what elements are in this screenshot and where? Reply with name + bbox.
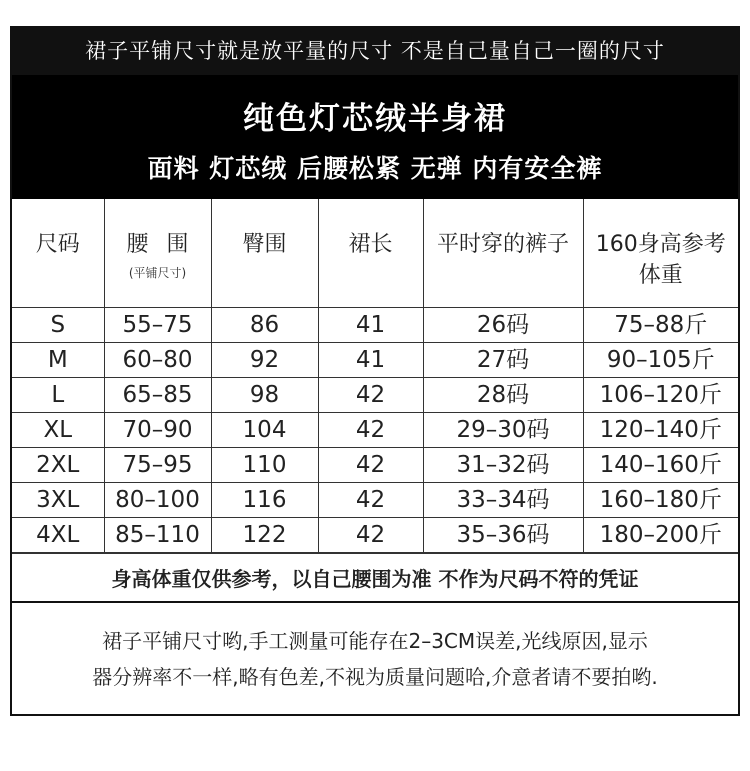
cell-weight: 160–180斤 [583,482,738,517]
cell-size: S [12,307,104,342]
cell-pants: 29–30码 [423,412,583,447]
header-length: 裙长 [318,199,423,307]
cell-length: 42 [318,412,423,447]
cell-waist: 85–110 [104,517,211,552]
cell-pants: 28码 [423,377,583,412]
cell-weight: 75–88斤 [583,307,738,342]
header-waist-label: 腰围 [126,232,207,257]
header-waist [104,199,211,307]
cell-hip: 98 [211,377,318,412]
cell-waist: 75–95 [104,447,211,482]
table-row [12,342,738,377]
cell-waist: 80–100 [104,482,211,517]
cell-waist: 60–80 [104,342,211,377]
cell-weight: 180–200斤 [583,517,738,552]
header-weight [583,199,738,307]
cell-pants: 35–36码 [423,517,583,552]
cell-size: XL [12,412,104,447]
header-pants: 平时穿的裤子 [423,199,583,307]
cell-pants: 31–32码 [423,447,583,482]
disclaimer-line-1: 裙子平铺尺寸哟,手工测量可能存在2–3CM误差,光线原因,显示 [102,629,648,653]
cell-weight: 120–140斤 [583,412,738,447]
header-size: 尺码 [12,199,104,307]
cell-size: 3XL [12,482,104,517]
cell-waist: 65–85 [104,377,211,412]
cell-hip: 104 [211,412,318,447]
cell-hip: 116 [211,482,318,517]
cell-weight: 90–105斤 [583,342,738,377]
cell-size: L [12,377,104,412]
cell-hip: 122 [211,517,318,552]
table-body [12,307,738,552]
table-row [12,447,738,482]
cell-hip: 110 [211,447,318,482]
reference-note: 身高体重仅供参考，以自己腰围为准 不作为尺码不符的凭证 [12,553,738,603]
header-weight-line2: 体重 [638,263,683,288]
cell-length: 41 [318,342,423,377]
table-row [12,377,738,412]
cell-length: 41 [318,307,423,342]
cell-weight: 106–120斤 [583,377,738,412]
cell-hip: 92 [211,342,318,377]
cell-length: 42 [318,517,423,552]
cell-length: 42 [318,482,423,517]
cell-length: 42 [318,447,423,482]
product-subtitle: 面料 灯芯绒 后腰松紧 无弹 内有安全裤 [147,154,603,183]
cell-size: M [12,342,104,377]
top-banner: 裙子平铺尺寸就是放平量的尺寸 不是自己量自己一圈的尺寸 [12,28,738,75]
table-header-row [12,199,738,307]
title-block [12,75,738,199]
cell-hip: 86 [211,307,318,342]
header-waist-note: (平铺尺寸) [128,266,187,280]
header-weight-line1: 160身高参考 [595,232,726,257]
table-row [12,307,738,342]
cell-size: 2XL [12,447,104,482]
cell-pants: 26码 [423,307,583,342]
disclaimer-line-2: 器分辨率不一样,略有色差,不视为质量问题哈,介意者请不要拍哟. [92,665,658,689]
disclaimer [12,603,738,714]
cell-waist: 55–75 [104,307,211,342]
table-row [12,412,738,447]
cell-weight: 140–160斤 [583,447,738,482]
size-chart [10,26,740,716]
product-title: 纯色灯芯绒半身裙 [243,101,507,137]
header-hip: 臀围 [211,199,318,307]
cell-size: 4XL [12,517,104,552]
cell-pants: 33–34码 [423,482,583,517]
size-table [12,199,738,553]
table-row [12,482,738,517]
cell-length: 42 [318,377,423,412]
cell-pants: 27码 [423,342,583,377]
table-row [12,517,738,552]
cell-waist: 70–90 [104,412,211,447]
